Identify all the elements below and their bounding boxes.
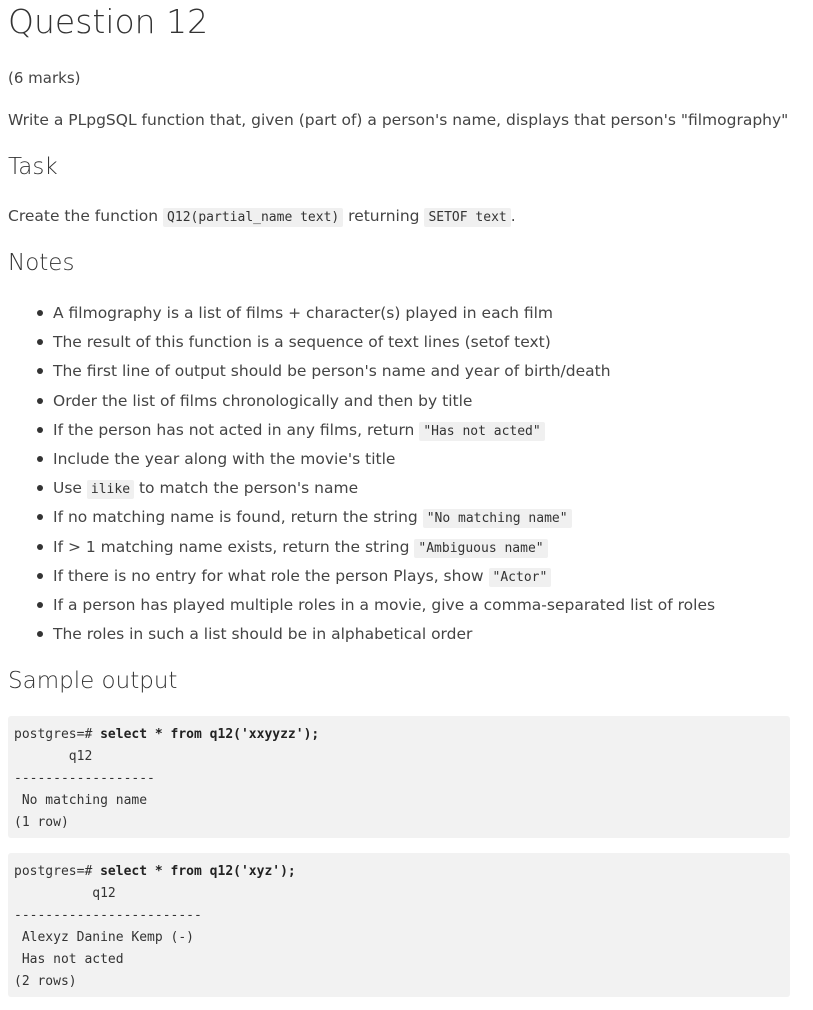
column-header: q12 (14, 886, 116, 901)
column-header: q12 (14, 749, 93, 764)
sql-command: select * from q12('xyz'); (100, 864, 296, 879)
list-item (53, 417, 715, 446)
bullet-icon (37, 485, 43, 491)
row-count: (1 row) (14, 815, 69, 830)
list-item (53, 504, 715, 533)
prompt: postgres=# (14, 727, 101, 742)
code-block-1 (8, 716, 790, 838)
list-item (53, 563, 715, 592)
bullet-icon (37, 339, 43, 345)
notes-heading: Notes (8, 250, 75, 276)
result-row: Has not acted (14, 952, 124, 967)
list-item (53, 329, 715, 358)
sample-output-heading: Sample output (8, 668, 178, 694)
list-item (53, 358, 715, 387)
list-item (53, 592, 715, 621)
note-text: If > 1 matching name exists, return the string (53, 537, 415, 556)
bullet-icon (37, 427, 43, 433)
row-count: (2 rows) (14, 974, 77, 989)
list-item (53, 388, 715, 417)
divider: ------------------------ (14, 908, 202, 923)
note-text: A filmography is a list of films + character(s) played in each film (53, 304, 554, 322)
note-text: If there is no entry for what role the person Plays, show (53, 566, 489, 585)
bullet-icon (37, 368, 43, 374)
page-title: Question 12 (8, 2, 209, 41)
note-text: The result of this function is a sequence of text lines (setof text) (53, 333, 551, 352)
note-text: The roles in such a list should be in alphabetical order (53, 625, 473, 644)
task-suffix: . (510, 207, 516, 225)
note-text: Use (53, 479, 87, 498)
bullet-icon (37, 573, 43, 579)
note-text: Include the year along with the movie's title (53, 449, 396, 468)
note-code: "Actor" (489, 568, 552, 587)
divider: ------------------ (14, 771, 155, 786)
bullet-icon (37, 602, 43, 608)
note-code: "Ambiguous name" (414, 539, 547, 558)
function-signature: Q12(partial_name text) (163, 208, 343, 227)
note-text: If a person has played multiple roles in a movie, give a comma-separated list of roles (53, 595, 716, 614)
note-text: The first line of output should be person's name and year of birth/death (53, 362, 611, 381)
code-block-2 (8, 853, 790, 997)
bullet-icon (37, 310, 43, 316)
result-row: Alexyz Danine Kemp (-) (14, 930, 195, 945)
note-code: ilike (87, 480, 134, 499)
sql-command: select * from q12('xxyyzz'); (100, 727, 320, 742)
task-heading: Task (8, 154, 58, 180)
bullet-icon (37, 544, 43, 550)
note-text: If the person has not acted in any films, return (53, 420, 420, 439)
note-text-after: to match the person's name (134, 479, 359, 498)
list-item (53, 446, 715, 475)
question-intro: Write a PLpgSQL function that, given (part of) a person's name, displays that person's "filmography" (8, 111, 789, 129)
note-text: Order the list of films chronologically and then by title (53, 391, 473, 410)
marks-label: (6 marks) (8, 69, 81, 87)
bullet-icon (37, 631, 43, 637)
bullet-icon (37, 456, 43, 462)
list-item (53, 300, 715, 329)
list-item (53, 534, 715, 563)
notes-list (8, 300, 715, 650)
note-code: "No matching name" (423, 509, 572, 528)
bullet-icon (37, 514, 43, 520)
result-row: No matching name (14, 793, 148, 808)
bullet-icon (37, 398, 43, 404)
note-text: If no matching name is found, return the string (53, 508, 423, 527)
list-item (53, 621, 715, 650)
prompt: postgres=# (14, 864, 101, 879)
list-item (53, 475, 715, 504)
note-code: "Has not acted" (419, 422, 544, 441)
task-description (8, 207, 516, 225)
task-middle: returning (343, 207, 425, 225)
task-prefix: Create the function (8, 207, 164, 225)
return-type: SETOF text (424, 208, 510, 227)
